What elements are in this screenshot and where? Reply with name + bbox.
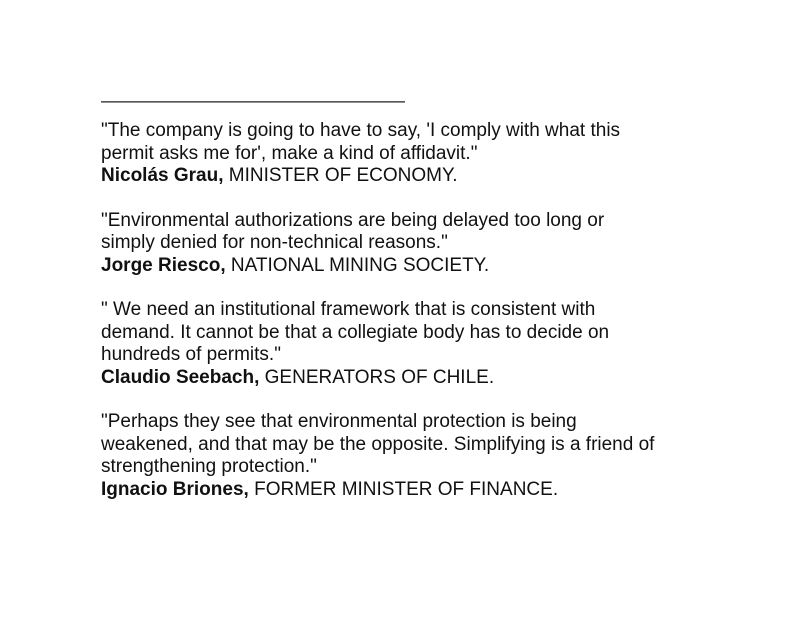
quote-block — [101, 411, 741, 501]
speaker-role: MINISTER OF ECONOMY. — [223, 165, 458, 186]
quote-text-line: "Environmental authorizations are being delayed too long or — [101, 209, 605, 231]
quote-block — [101, 210, 741, 278]
quote-text-line: weakened, and that may be the opposite. Simplifying is a friend of — [101, 433, 655, 455]
speaker-name: Jorge Riesco, — [101, 254, 226, 276]
speaker-role: GENERATORS OF CHILE. — [259, 366, 495, 388]
quote-text-line: strengthening protection." — [101, 456, 317, 477]
speaker-name: Nicolás Grau, — [101, 165, 224, 186]
quote-text-line: hundreds of permits." — [101, 344, 281, 365]
quotes-document — [101, 90, 741, 523]
speaker-role: FORMER MINISTER OF FINANCE. — [248, 478, 559, 500]
quote-text-line: "The company is going to have to say, 'I comply with what this — [101, 120, 621, 141]
quote-attribution — [101, 165, 741, 188]
quote-text-line: permit asks me for', make a kind of affidavit." — [101, 142, 478, 164]
separator-line: ———————————————— — [101, 91, 405, 112]
quote-text-line: demand. It cannot be that a collegiate body has to decide on — [101, 321, 610, 343]
quote-text-line: " We need an institutional framework that is consistent with — [101, 299, 596, 320]
speaker-role: NATIONAL MINING SOCIETY. — [225, 254, 490, 276]
speaker-name: Ignacio Briones, — [101, 478, 249, 500]
quote-attribution — [101, 479, 741, 502]
quote-attribution — [101, 367, 741, 390]
speaker-name: Claudio Seebach, — [101, 366, 260, 388]
quote-block — [101, 120, 741, 188]
quote-text-line: "Perhaps they see that environmental protection is being — [101, 411, 577, 432]
quote-attribution — [101, 255, 741, 278]
quote-text-line: simply denied for non-technical reasons." — [101, 232, 448, 253]
quote-block — [101, 299, 741, 389]
